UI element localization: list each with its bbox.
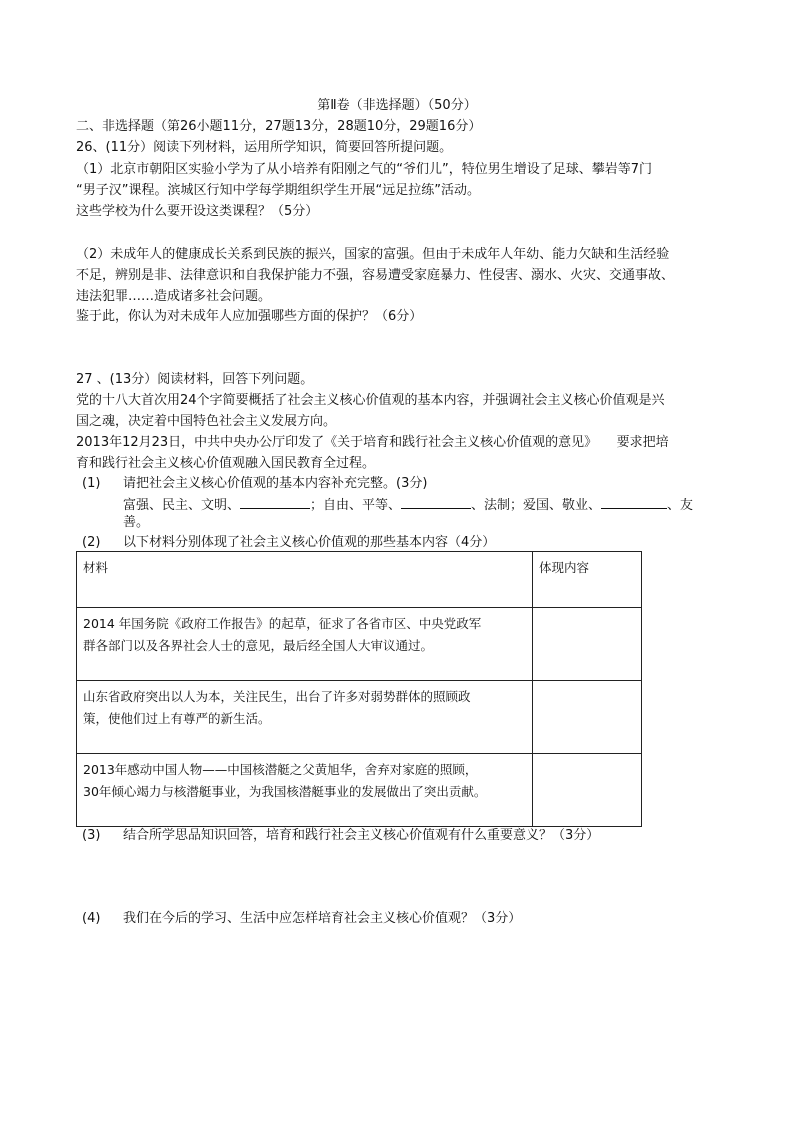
material-line: 2013年感动中国人物——中国核潜艇之父黄旭华，舍弃对家庭的照顾，: [83, 762, 478, 777]
q27-sub1-fill-end: 善。: [123, 515, 150, 530]
q27-material-line2: 国之魂，决定着中国特色社会主义发展方向。: [76, 414, 337, 429]
answer-cell[interactable]: [533, 681, 642, 754]
q27-sub2-text: 以下材料分别体现了社会主义核心价值观的那些基本内容（4分）: [123, 535, 496, 550]
material-table: [76, 551, 642, 827]
q27-material-line1: 党的十八大首次用24个字简要概括了社会主义核心价值观的基本内容，并强调社会主义核心价值观是兴: [76, 393, 665, 408]
answer-blank-1[interactable]: [240, 494, 310, 509]
q27-sub4-number: (4): [82, 911, 101, 926]
section-heading: 二、非选择题（第26小题11分，27题13分，28题10分，29题16分）: [76, 119, 482, 134]
header-material: 材料: [77, 552, 533, 608]
answer-blank-3[interactable]: [601, 494, 667, 509]
table-row: [77, 754, 642, 827]
fill-text-c: 、法制；爱国、敬业、: [471, 498, 602, 513]
q26-material2-line1: （2）未成年人的健康成长关系到民族的振兴，国家的富强。但由于未成年人年幼、能力欠缺和生活经验: [76, 247, 670, 262]
fill-text-a: 富强、民主、文明、: [123, 498, 241, 513]
material-cell: [77, 681, 533, 754]
material-cell: [77, 608, 533, 681]
material-line: 群各部门以及各界社会人士的意见，最后经全国人大审议通过。: [83, 638, 434, 653]
q26-stem: 26、(11分）阅读下列材料，运用所学知识，简要回答所提问题。: [76, 140, 453, 155]
q26-material2-line2: 不足，辨别是非、法律意识和自我保护能力不强，容易遭受家庭暴力、性侵害、溺水、火灾、交通事故、: [76, 268, 675, 283]
table-row: [77, 681, 642, 754]
q27-sub2-number: (2): [82, 535, 101, 550]
q27-material-line3: 2013年12月23日，中共中央办公厅印发了《关于培育和践行社会主义核心价值观的意见》 要求把培: [76, 435, 669, 450]
material-line: 山东省政府突出以人为本，关注民生，出台了许多对弱势群体的照顾政: [83, 689, 471, 704]
table-row: [77, 608, 642, 681]
fill-text-b: ；自由、平等、: [310, 498, 402, 513]
material-line: 2014 年国务院《政府工作报告》的起草，征求了各省市区、中央党政军: [83, 616, 482, 631]
q27-sub1-number: (1): [82, 476, 101, 491]
q26-material2-line3: 违法犯罪……造成诸多社会问题。: [76, 289, 272, 304]
answer-blank-2[interactable]: [401, 494, 471, 509]
q26-question2: 鉴于此，你认为对未成年人应加强哪些方面的保护？（6分）: [76, 309, 423, 324]
q26-material1-line2: “男子汉”课程。滨城区行知中学每学期组织学生开展“远足拉练”活动。: [76, 183, 480, 198]
table-header-row: [77, 552, 642, 608]
q27-stem: 27 、(13分）阅读材料，回答下列问题。: [76, 372, 314, 387]
answer-cell[interactable]: [533, 608, 642, 681]
q27-sub4-text: 我们在今后的学习、生活中应怎样培育社会主义核心价值观？（3分）: [123, 911, 522, 926]
q27-sub3-text: 结合所学思品知识回答，培育和践行社会主义核心价值观有什么重要意义？（3分）: [123, 828, 600, 843]
material-cell: [77, 754, 533, 827]
q26-question1: 这些学校为什么要开设这类课程？（5分）: [76, 204, 319, 219]
q27-sub3-number: (3): [82, 828, 101, 843]
q27-sub1-fill-line: [123, 494, 693, 516]
material-line: 30年倾心竭力与核潜艇事业，为我国核潜艇事业的发展做出了突出贡献。: [83, 784, 487, 799]
q26-material1-line1: （1）北京市朝阳区实验小学为了从小培养有阳刚之气的“爷们儿”，特位男生增设了足球、攀岩等7门: [76, 162, 653, 177]
q27-material-line4: 育和践行社会主义核心价值观融入国民教育全过程。: [76, 456, 376, 471]
part-title: 第Ⅱ卷（非选择题）（50分）: [317, 98, 477, 113]
material-line: 策，使他们过上有尊严的新生活。: [83, 711, 271, 726]
header-embodied-content: 体现内容: [533, 552, 642, 608]
answer-cell[interactable]: [533, 754, 642, 827]
q27-sub1-text: 请把社会主义核心价值观的基本内容补充完整。(3分): [123, 476, 428, 491]
fill-text-d: 、友: [667, 498, 694, 513]
